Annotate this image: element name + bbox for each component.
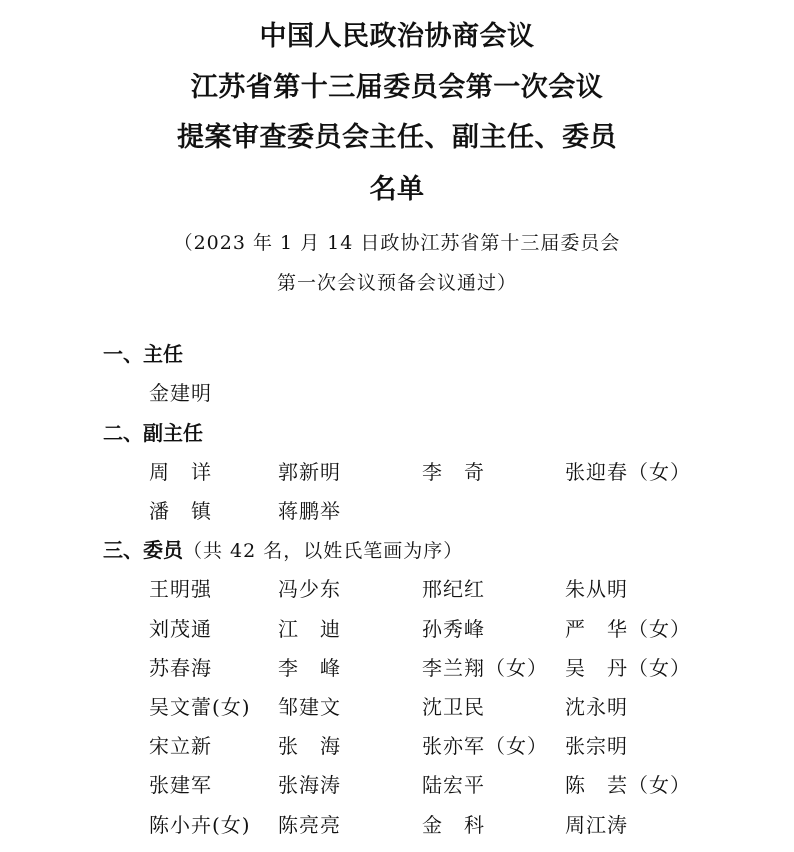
- name-entry: 张亦军（女）: [422, 734, 548, 758]
- name-entry: 金建明: [149, 381, 212, 405]
- name-row: [0, 379, 794, 407]
- name-entry: 陈小卉(女): [149, 813, 251, 837]
- name-entry: 宋立新: [149, 734, 212, 758]
- title-line-3: 提案审查委员会主任、副主任、委员: [177, 122, 617, 153]
- name-row: [0, 811, 794, 839]
- name-entry: 王明强: [149, 577, 212, 601]
- name-row: [0, 497, 794, 525]
- name-entry: 孙秀峰: [422, 617, 485, 641]
- name-entry: 郭新明: [278, 460, 341, 484]
- name-row: [0, 693, 794, 721]
- name-entry: 吴 丹（女）: [565, 656, 691, 680]
- name-entry: 江 迪: [278, 617, 341, 641]
- name-entry: 苏春海: [149, 656, 212, 680]
- name-entry: 吴文蕾(女): [149, 695, 251, 719]
- name-entry: 陈 芸（女）: [565, 773, 691, 797]
- subtitle-line-2: 第一次会议预备会议通过）: [276, 272, 517, 294]
- name-entry: 沈卫民: [422, 695, 485, 719]
- name-entry: 李 奇: [422, 460, 485, 484]
- name-row: [0, 575, 794, 603]
- name-row: [0, 771, 794, 799]
- section-heading-text: 一、主任: [103, 342, 183, 366]
- name-entry: 朱从明: [565, 577, 628, 601]
- title-line-2: 江苏省第十三届委员会第一次会议: [190, 72, 604, 103]
- name-row: [0, 615, 794, 643]
- name-entry: 张迎春（女）: [565, 460, 691, 484]
- name-entry: 周江涛: [565, 813, 628, 837]
- name-entry: 邹建文: [278, 695, 341, 719]
- name-entry: 陈亮亮: [278, 813, 341, 837]
- name-entry: 张海涛: [278, 773, 341, 797]
- section-heading-note: （共 42 名，以姓氏笔画为序）: [183, 540, 464, 562]
- section-heading-members: [103, 536, 463, 565]
- name-entry: 周 详: [149, 460, 212, 484]
- title-line-1: 中国人民政治协商会议: [259, 21, 535, 52]
- name-entry: 潘 镇: [149, 499, 212, 523]
- name-row: [0, 458, 794, 486]
- name-entry: 邢纪红: [422, 577, 485, 601]
- name-entry: 李兰翔（女）: [422, 656, 548, 680]
- name-entry: 刘茂通: [149, 617, 212, 641]
- name-entry: 沈永明: [565, 695, 628, 719]
- name-entry: 张 海: [278, 734, 341, 758]
- title-line-4: 名单: [369, 174, 425, 205]
- section-heading-text: 三、委员: [103, 538, 183, 562]
- section-heading-text: 二、副主任: [103, 421, 203, 445]
- name-entry: 金 科: [422, 813, 485, 837]
- name-entry: 张宗明: [565, 734, 628, 758]
- name-entry: 陆宏平: [422, 773, 485, 797]
- name-entry: 李 峰: [278, 656, 341, 680]
- name-entry: 蒋鹏举: [278, 499, 341, 523]
- name-row: [0, 654, 794, 682]
- subtitle-line-1: （2023 年 1 月 14 日政协江苏省第十三届委员会: [173, 232, 621, 254]
- section-heading-director: [103, 340, 183, 368]
- name-entry: 张建军: [149, 773, 212, 797]
- name-row: [0, 732, 794, 760]
- name-entry: 严 华（女）: [565, 617, 691, 641]
- name-entry: 冯少东: [278, 577, 341, 601]
- section-heading-deputy: [103, 419, 203, 447]
